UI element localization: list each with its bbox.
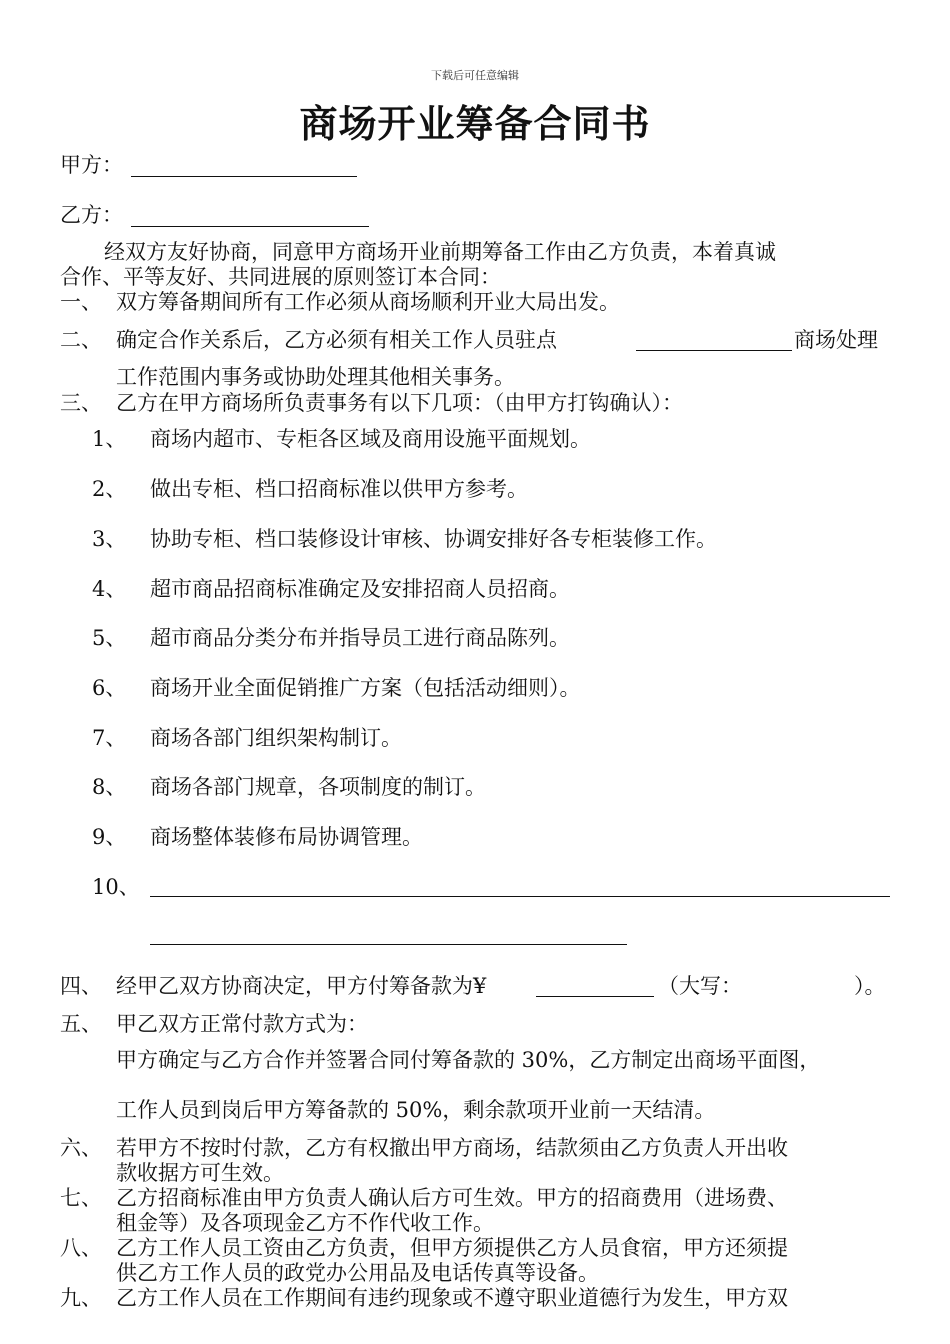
item-number: 2、 xyxy=(92,477,127,501)
item-text: 协助专柜、档口装修设计审核、协调安排好各专柜装修工作。 xyxy=(150,527,717,551)
intro-line-2: 合作、平等友好、共同进展的原则签订本合同： xyxy=(60,265,501,289)
clause-text: 甲乙双方正常付款方式为： xyxy=(116,1012,368,1036)
item-number: 4、 xyxy=(92,577,127,601)
item-10-blank-line-1 xyxy=(150,896,890,897)
clause-text: 若甲方不按时付款，乙方有权撤出甲方商场，结款须由乙方负责人开出收 xyxy=(116,1136,788,1160)
item-10-blank-line-2 xyxy=(150,944,627,945)
clause-text: 供乙方工作人员的政党办公用品及电话传真等设备。 xyxy=(116,1261,599,1285)
clause-number: 三、 xyxy=(60,391,102,415)
clause-number: 六、 xyxy=(60,1136,102,1160)
clause-text: 乙方招商标准由甲方负责人确认后方可生效。甲方的招商费用（进场费、 xyxy=(116,1186,788,1210)
clause-text: 确定合作关系后，乙方必须有相关工作人员驻点 xyxy=(116,328,557,352)
item-number: 6、 xyxy=(92,676,127,700)
clause-text: 商场处理 xyxy=(794,328,878,352)
item-number: 8、 xyxy=(92,775,127,799)
item-number: 7、 xyxy=(92,726,127,750)
document-title: 商场开业筹备合同书 xyxy=(299,101,651,146)
clause-number: 五、 xyxy=(60,1012,102,1036)
party-b-blank xyxy=(131,226,369,227)
item-text: 商场内超市、专柜各区域及商用设施平面规划。 xyxy=(150,427,591,451)
party-a-blank xyxy=(131,176,357,177)
clause-text: 工作范围内事务或协助处理其他相关事务。 xyxy=(116,365,515,389)
item-number: 9、 xyxy=(92,825,127,849)
payment-line-2: 工作人员到岗后甲方筹备款的 50%，剩余款项开业前一天结清。 xyxy=(116,1098,716,1122)
clause-text: （大写： xyxy=(658,974,742,998)
clause-number: 二、 xyxy=(60,328,102,352)
location-blank xyxy=(636,350,792,351)
item-number: 3、 xyxy=(92,527,127,551)
clause-text: 乙方工作人员在工作期间有违约现象或不遵守职业道德行为发生，甲方双 xyxy=(116,1286,788,1310)
item-text: 商场各部门组织架构制订。 xyxy=(150,726,402,750)
clause-number: 九、 xyxy=(60,1286,102,1310)
clause-text: 双方筹备期间所有工作必须从商场顺利开业大局出发。 xyxy=(116,290,620,314)
item-text: 超市商品招商标准确定及安排招商人员招商。 xyxy=(150,577,570,601)
header-note: 下载后可任意编辑 xyxy=(431,69,519,82)
party-b-label: 乙方： xyxy=(60,203,123,227)
item-number: 5、 xyxy=(92,626,127,650)
item-text: 商场整体装修布局协调管理。 xyxy=(150,825,423,849)
payment-line-1: 甲方确定与乙方合作并签署合同付筹备款的 30%，乙方制定出商场平面图， xyxy=(116,1048,821,1072)
clause-text: 乙方在甲方商场所负责事务有以下几项：（由甲方打钩确认）： xyxy=(116,391,683,415)
clause-text: 租金等）及各项现金乙方不作代收工作。 xyxy=(116,1211,494,1235)
item-text: 做出专柜、档口招商标准以供甲方参考。 xyxy=(150,477,528,501)
intro-line-1: 经双方友好协商，同意甲方商场开业前期筹备工作由乙方负责，本着真诚 xyxy=(104,240,776,264)
amount-blank xyxy=(536,996,654,997)
clause-number: 七、 xyxy=(60,1186,102,1210)
clause-text: ）。 xyxy=(854,974,886,998)
clause-number: 八、 xyxy=(60,1236,102,1260)
clause-text: 乙方工作人员工资由乙方负责，但甲方须提供乙方人员食宿，甲方还须提 xyxy=(116,1236,788,1260)
party-a-label: 甲方： xyxy=(60,153,123,177)
item-text: 超市商品分类分布并指导员工进行商品陈列。 xyxy=(150,626,570,650)
item-text: 商场各部门规章，各项制度的制订。 xyxy=(150,775,486,799)
item-number: 1、 xyxy=(92,427,127,451)
clause-text: 款收据方可生效。 xyxy=(116,1161,284,1185)
clause-number: 一、 xyxy=(60,290,102,314)
item-number: 10、 xyxy=(92,875,140,899)
clause-text: 经甲乙双方协商决定，甲方付筹备款为¥ xyxy=(116,974,487,998)
clause-number: 四、 xyxy=(60,974,102,998)
item-text: 商场开业全面促销推广方案（包括活动细则）。 xyxy=(150,676,581,700)
